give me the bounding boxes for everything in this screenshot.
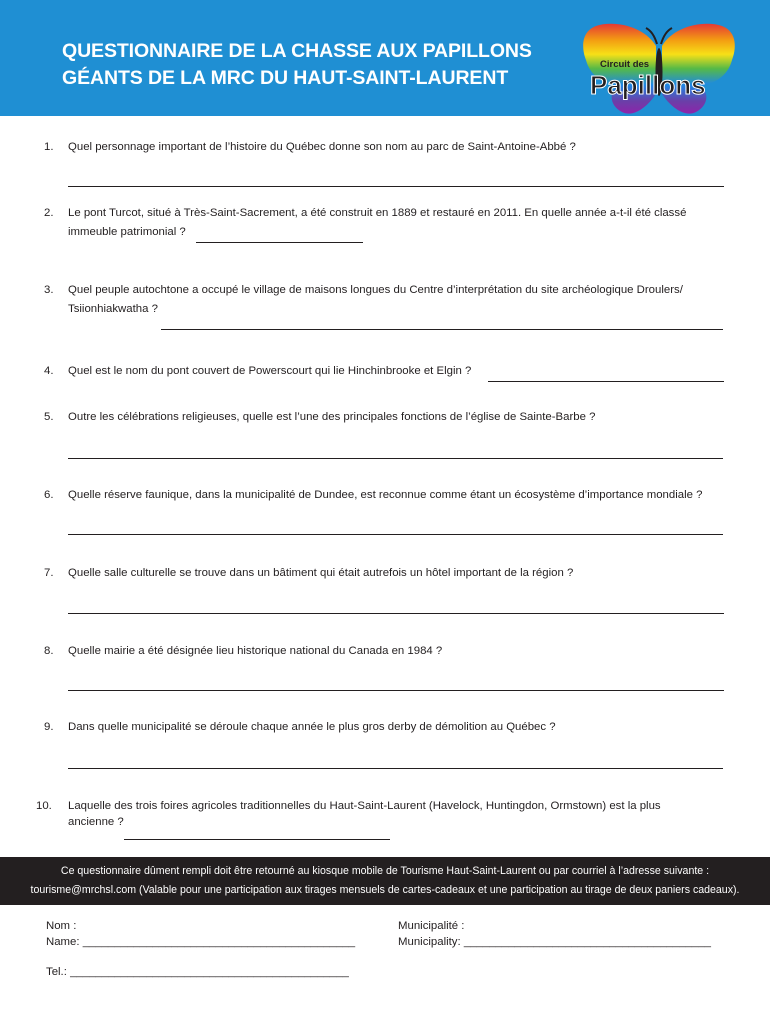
tel-blank[interactable]: ____________________________________________: [70, 966, 349, 978]
answer-line-9[interactable]: [68, 768, 723, 769]
answer-line-10[interactable]: [124, 839, 390, 840]
answer-line-8[interactable]: [68, 690, 724, 691]
name-label: Name:: [46, 936, 83, 948]
question-number: 8.: [44, 645, 54, 657]
instructions-line-2: tourisme@mrchsl.com (Valable pour une participation aux tirages mensuels de cartes-cadeaux et une participation au tirage de deux paniers cadeaux).: [30, 884, 740, 896]
answer-line-7[interactable]: [68, 613, 724, 614]
logo-big-text: Papillons: [590, 70, 706, 100]
answer-line-2[interactable]: [196, 242, 363, 243]
question-text: Quelle mairie a été désignée lieu historique national du Canada en 1984 ?: [68, 645, 443, 657]
tel-field[interactable]: [46, 964, 349, 981]
question-text: Outre les célébrations religieuses, quelle est l’une des principales fonctions de l’église de Sainte-Barbe ?: [68, 411, 596, 423]
name-blank[interactable]: ___________________________________________: [82, 936, 356, 948]
question-text: Dans quelle municipalité se déroule chaque année le plus gros derby de démolition au Québec ?: [68, 721, 556, 733]
question-number: 7.: [44, 567, 54, 579]
question-text-line-2: Tsiionhiakwatha ?: [68, 303, 158, 315]
municipalite-label: Municipalité :: [398, 920, 465, 932]
question-number: 2.: [44, 207, 54, 219]
butterfly-logo: [574, 20, 744, 120]
logo-small-text: Circuit des: [600, 59, 650, 70]
question-text: Le pont Turcot, situé à Très-Saint-Sacrement, a été construit en 1889 et restauré en 2011. En quelle année a-t-il été classé: [68, 207, 687, 219]
answer-line-3[interactable]: [161, 329, 723, 330]
title-line-2: GÉANTS DE LA MRC DU HAUT-SAINT-LAURENT: [62, 67, 509, 89]
question-number: 3.: [44, 284, 54, 296]
answer-line-1[interactable]: [68, 186, 724, 187]
question-number: 1.: [44, 141, 54, 153]
municipality-blank[interactable]: _______________________________________: [463, 936, 711, 948]
nom-label: Nom :: [46, 920, 77, 932]
question-number: 6.: [44, 489, 54, 501]
question-text: Quel peuple autochtone a occupé le village de maisons longues du Centre d’interprétation du site archéologique Droulers/: [68, 284, 683, 296]
answer-line-6[interactable]: [68, 534, 723, 535]
tel-label: Tel.:: [46, 966, 71, 978]
question-number: 4.: [44, 365, 54, 377]
page-title: [62, 38, 532, 92]
question-text: Laquelle des trois foires agricoles traditionnelles du Haut-Saint-Laurent (Havelock, Huntingdon, Ormstown) est la plus: [68, 800, 661, 812]
title-line-1: QUESTIONNAIRE DE LA CHASSE AUX PAPILLONS: [62, 40, 532, 62]
right-wing-shape: [662, 24, 735, 114]
question-text-line-2: immeuble patrimonial ?: [68, 226, 186, 238]
answer-line-4[interactable]: [488, 381, 724, 382]
question-number: 10.: [36, 800, 52, 812]
municipality-label: Municipality:: [398, 936, 464, 948]
question-number: 5.: [44, 411, 54, 423]
question-text-line-2: ancienne ?: [68, 816, 124, 828]
instructions-line-1: Ce questionnaire dûment rempli doit être retourné au kiosque mobile de Tourisme Haut-Saint-Laurent ou par courriel à l’adresse suivante :: [60, 865, 710, 877]
question-text: Quelle réserve faunique, dans la municipalité de Dundee, est reconnue comme étant un écosystème d’importance mondiale ?: [68, 489, 703, 501]
question-number: 9.: [44, 721, 54, 733]
instructions-banner: [0, 857, 770, 905]
answer-line-5[interactable]: [68, 458, 723, 459]
question-text: Quel est le nom du pont couvert de Powerscourt qui lie Hinchinbrooke et Elgin ?: [68, 365, 472, 377]
name-field[interactable]: [46, 934, 355, 951]
question-text: Quel personnage important de l’histoire du Québec donne son nom au parc de Saint-Antoine-Abbé ?: [68, 141, 576, 153]
question-text: Quelle salle culturelle se trouve dans un bâtiment qui était autrefois un hôtel important de la région ?: [68, 567, 574, 579]
municipality-field[interactable]: [398, 934, 711, 951]
